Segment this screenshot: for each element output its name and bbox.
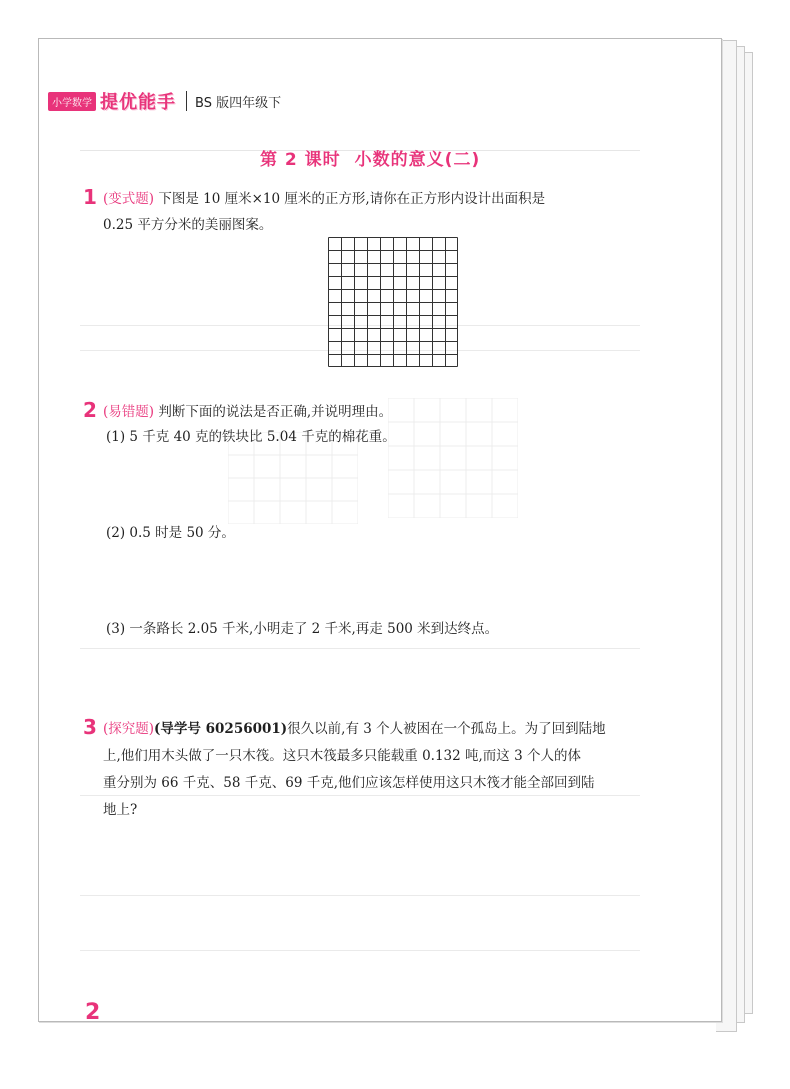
question-2-tag: (易错题)	[103, 404, 155, 420]
question-3-tag: (探究题)	[103, 721, 155, 737]
grade-label: BS 版四年级下	[195, 95, 282, 111]
question-2-item-1: (1) 5 千克 40 克的铁块比 5.04 千克的棉花重。	[106, 429, 396, 445]
question-2-item-2: (2) 0.5 时是 50 分。	[106, 525, 235, 541]
show-through-grid	[388, 398, 518, 518]
question-3-line-3: 重分别为 66 千克、58 千克、69 千克,他们应该怎样使用这只木筏才能全部回到陆	[103, 775, 595, 791]
question-1-tag: (变式题)	[103, 191, 155, 207]
page-header	[48, 90, 281, 112]
question-3-number: 3	[83, 715, 97, 739]
question-1-line-1	[103, 186, 545, 213]
question-3-line-4: 地上?	[103, 802, 138, 818]
question-3-line-1	[103, 716, 606, 743]
lesson-number: 第 2 课时	[260, 150, 341, 170]
lesson-subtitle: 小数的意义(二)	[354, 150, 481, 170]
page-number: 2	[85, 1000, 101, 1025]
question-3-line-2: 上,他们用木头做了一只木筏。这只木筏最多只能载重 0.132 吨,而这 3 个人的体	[103, 748, 581, 764]
question-1-line-2: 0.25 平方分米的美丽图案。	[103, 217, 273, 233]
series-label: 小学数学	[48, 92, 96, 111]
question-2-line-1	[103, 399, 392, 426]
header-divider	[186, 91, 187, 111]
lesson-title	[260, 145, 480, 170]
question-2-item-3: (3) 一条路长 2.05 千米,小明走了 2 千米,再走 500 米到达终点。	[106, 621, 499, 637]
question-3-text: 很久以前,有 3 个人被困在一个孤岛上。为了回到陆地	[287, 721, 606, 737]
series-logo: 提优能手	[100, 92, 176, 113]
question-2-text: 判断下面的说法是否正确,并说明理由。	[158, 404, 393, 420]
drawing-grid-10x10[interactable]	[328, 237, 458, 367]
question-3-ref: (导学号 60256001)	[154, 721, 288, 737]
question-1-text: 下图是 10 厘米×10 厘米的正方形,请你在正方形内设计出面积是	[158, 191, 546, 207]
question-1-number: 1	[83, 185, 97, 209]
question-2-number: 2	[83, 398, 97, 422]
